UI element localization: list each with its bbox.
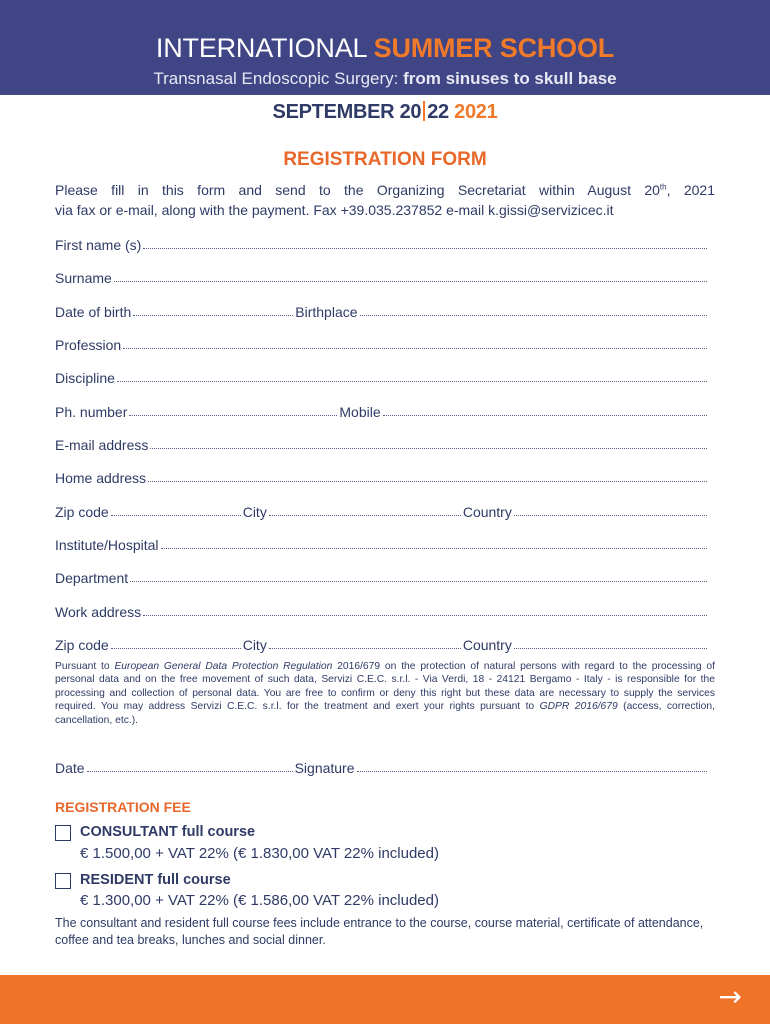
- work-city-label: City: [242, 637, 267, 653]
- date-day-end: 22: [427, 101, 449, 123]
- privacy-italic-2: GDPR 2016/679: [539, 701, 618, 713]
- intro-text-a: Please fill in this form and send to the Organizing Secretariat within August 20: [55, 182, 660, 198]
- country-label: Country: [462, 504, 512, 520]
- page-subtitle: [0, 69, 770, 89]
- work-address-field[interactable]: [55, 602, 707, 620]
- birthplace-line[interactable]: [360, 315, 707, 316]
- date-line[interactable]: [87, 771, 293, 772]
- arrow-right-icon[interactable]: →: [718, 980, 742, 1013]
- home-address-line[interactable]: [148, 481, 707, 482]
- date-label: Date: [55, 760, 85, 776]
- home-address-field[interactable]: [55, 468, 707, 486]
- country-line[interactable]: [514, 515, 707, 516]
- surname-label: Surname: [55, 270, 112, 286]
- work-address-label: Work address: [55, 604, 142, 620]
- date-of-birth-label: Date of birth: [55, 304, 132, 320]
- date-signature-row: [55, 758, 707, 776]
- resident-fee-name: RESIDENT full course: [80, 872, 231, 888]
- profession-label: Profession: [55, 337, 122, 353]
- consultant-checkbox[interactable]: [55, 825, 71, 841]
- discipline-label: Discipline: [55, 370, 115, 386]
- intro-line-2: via fax or e-mail, along with the payment. Fax +39.035.237852 e-mail k.gissi@servizicec.it: [55, 202, 614, 218]
- consultant-fee-name: CONSULTANT full course: [80, 824, 256, 840]
- institute-field[interactable]: [55, 535, 707, 553]
- zip-code-label: Zip code: [55, 504, 109, 520]
- profession-field[interactable]: [55, 335, 707, 353]
- first-name-label: First name (s): [55, 237, 142, 253]
- work-zip-code-label: Zip code: [55, 637, 109, 653]
- zip-code-line[interactable]: [111, 515, 241, 516]
- intro-text-b: , 2021: [666, 182, 715, 198]
- intro-superscript: th: [659, 182, 667, 192]
- phone-number-label: Ph. number: [55, 404, 128, 420]
- title-accent: SUMMER SCHOOL: [373, 33, 615, 63]
- first-name-line[interactable]: [143, 248, 707, 249]
- birthplace-label: Birthplace: [295, 304, 358, 320]
- mobile-label: Mobile: [339, 404, 381, 420]
- profession-line[interactable]: [123, 348, 707, 349]
- institute-label: Institute/Hospital: [55, 537, 159, 553]
- privacy-italic-1: European General Data Protection Regulation: [114, 661, 333, 672]
- form-title: REGISTRATION FORM: [283, 149, 487, 170]
- privacy-text-1: Pursuant to: [55, 661, 115, 672]
- phone-row: [55, 402, 707, 420]
- city-line[interactable]: [269, 515, 461, 516]
- work-city-line[interactable]: [269, 648, 461, 649]
- mobile-line[interactable]: [383, 415, 707, 416]
- work-zip-code-line[interactable]: [111, 648, 241, 649]
- privacy-notice: [55, 660, 715, 727]
- email-line[interactable]: [150, 448, 707, 449]
- work-country-line[interactable]: [514, 648, 707, 649]
- intro-line-1: [55, 182, 715, 198]
- department-line[interactable]: [130, 581, 707, 582]
- department-label: Department: [55, 570, 129, 586]
- registration-fee-title: REGISTRATION FEE: [55, 799, 191, 815]
- subtitle-bold: from sinuses to skull base: [403, 69, 617, 88]
- surname-field[interactable]: [55, 268, 707, 286]
- city-label: City: [242, 504, 267, 520]
- subtitle-plain: Transnasal Endoscopic Surgery:: [153, 69, 404, 88]
- footer-bar: [0, 975, 770, 1024]
- surname-line[interactable]: [114, 281, 707, 282]
- date-separator: [423, 101, 425, 121]
- work-address-line[interactable]: [143, 615, 707, 616]
- fee-note: The consultant and resident full course fees include entrance to the course, course material, certificate of attendance, coffee and tea breaks, lunches and social dinner.: [55, 916, 704, 947]
- page-title: [0, 33, 770, 64]
- signature-line[interactable]: [357, 771, 707, 772]
- resident-fee-price: € 1.300,00 + VAT 22% (€ 1.586,00 VAT 22% included): [80, 892, 439, 909]
- work-country-label: Country: [462, 637, 512, 653]
- phone-number-line[interactable]: [129, 415, 337, 416]
- date-month: SEPTEMBER 20: [272, 101, 422, 123]
- title-main: INTERNATIONAL: [155, 33, 374, 63]
- email-label: E-mail address: [55, 437, 149, 453]
- institute-line[interactable]: [161, 548, 708, 549]
- event-dates: [0, 101, 770, 124]
- first-name-field[interactable]: [55, 235, 707, 253]
- home-zip-row: [55, 502, 707, 520]
- home-address-label: Home address: [55, 470, 147, 486]
- privacy-text-3: (access, correction, cancellation, etc.).: [55, 701, 715, 726]
- email-field[interactable]: [55, 435, 707, 453]
- consultant-fee-price: € 1.500,00 + VAT 22% (€ 1.830,00 VAT 22% included): [80, 845, 439, 862]
- signature-label: Signature: [294, 760, 355, 776]
- birth-row: [55, 302, 707, 320]
- discipline-line[interactable]: [117, 381, 707, 382]
- privacy-text-2: 2016/679 on the protection of natural persons with regard to the processing of personal data and on the free movement of such data, Servizi C.E.C. s.r.l. - Via Verdi, 18 - 24121 Bergamo - Italy - is responsible for the processing and collection of personal data. You are free to confirm or deny this right but these data are necessary to supply the services required. You may address Servizi C.E.C. s.r.l. for the treatment and exert your rights pursuant to: [55, 661, 715, 713]
- discipline-field[interactable]: [55, 368, 707, 386]
- date-year: 2021: [454, 101, 498, 123]
- work-zip-row: [55, 635, 707, 653]
- department-field[interactable]: [55, 568, 707, 586]
- date-of-birth-line[interactable]: [133, 315, 293, 316]
- resident-checkbox[interactable]: [55, 873, 71, 889]
